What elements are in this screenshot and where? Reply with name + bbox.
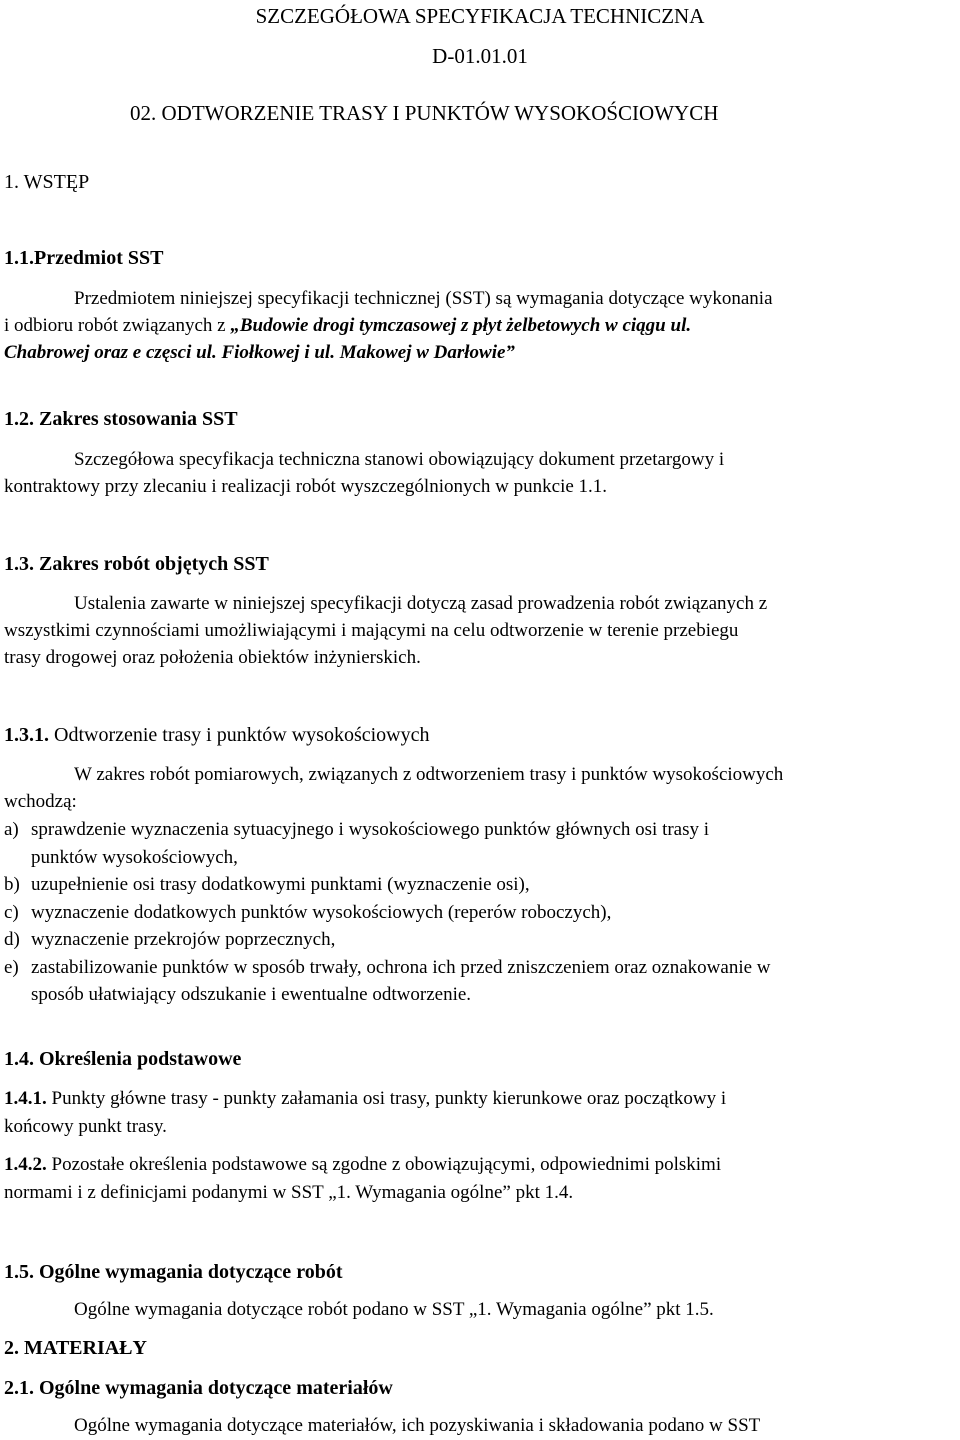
- section-1-4-1-line1: [4, 1089, 726, 1108]
- list-item-a-line2: punktów wysokościowych,: [31, 847, 238, 868]
- list-item-c-letter: c): [4, 902, 19, 923]
- section-1-4-2-number: 1.4.2.: [4, 1154, 47, 1175]
- list-item-e-letter: e): [4, 957, 19, 978]
- section-1-1-title: Przedmiot SST: [34, 247, 164, 269]
- section-1-1-line1: Przedmiotem niniejszej specyfikacji technicznej (SST) są wymagania dotyczące wykonania: [74, 288, 773, 309]
- doc-subtitle: 02. ODTWORZENIE TRASY I PUNKTÓW WYSOKOŚCIOWYCH: [130, 101, 719, 125]
- section-1-1-number: 1.1.: [4, 247, 34, 269]
- section-1-4-1-line2: końcowy punkt trasy.: [4, 1116, 167, 1137]
- section-1-3-line1: Ustalenia zawarte w niniejszej specyfikacji dotyczą zasad prowadzenia robót związanych z: [74, 593, 768, 614]
- section-1-3-line3: trasy drogowej oraz położenia obiektów inżynierskich.: [4, 647, 421, 668]
- section-1-2-heading: [4, 409, 238, 429]
- section-1-3-heading: [4, 554, 269, 574]
- section-1-3-1-heading: [4, 725, 430, 745]
- list-item-a-line1: sprawdzenie wyznaczenia sytuacyjnego i wysokościowego punktów głównych osi trasy i: [31, 819, 710, 840]
- list-item-b-letter: b): [4, 874, 20, 895]
- section-1-1-line2: [4, 316, 691, 335]
- section-1-2-line2: kontraktowy przy zlecaniu i realizacji robót wyszczególnionych w punkcie 1.1.: [4, 476, 608, 497]
- list-item-b-line1: uzupełnienie osi trasy dodatkowymi punktami (wyznaczenie osi),: [31, 874, 530, 895]
- section-2-1-number: 2.1.: [4, 1377, 34, 1399]
- section-1-4-heading: [4, 1049, 241, 1069]
- section-1-3-1-number: 1.3.1.: [4, 724, 49, 746]
- section-2-heading: 2. MATERIAŁY: [4, 1337, 147, 1359]
- section-1-4-2-line1: [4, 1155, 721, 1174]
- section-2-1-line1: Ogólne wymagania dotyczące materiałów, ich pozyskiwania i składowania podano w SST: [74, 1415, 761, 1436]
- section-1-4-2-text: Pozostałe określenia podstawowe są zgodne z obowiązującymi, odpowiednimi polskimi: [46, 1154, 722, 1175]
- list-item-c-line1: wyznaczenie dodatkowych punktów wysokościowych (reperów roboczych),: [31, 902, 612, 923]
- section-1-5-number: 1.5.: [4, 1261, 34, 1283]
- section-1-3-line2: wszystkimi czynnościami umożliwiającymi i mającymi na celu odtworzenie w terenie przebiegu: [4, 620, 739, 641]
- section-1-4-number: 1.4.: [4, 1048, 34, 1070]
- section-1-4-2-line2: normami i z definicjami podanymi w SST „1. Wymagania ogólne” pkt 1.4.: [4, 1182, 574, 1203]
- doc-title: SZCZEGÓŁOWA SPECYFIKACJA TECHNICZNA: [255, 4, 705, 28]
- section-1-2-number: 1.2.: [4, 408, 34, 430]
- section-1-2-title: Zakres stosowania SST: [34, 408, 238, 430]
- section-1-3-1-line1: W zakres robót pomiarowych, związanych z odtworzeniem trasy i punktów wysokościowych: [74, 764, 784, 785]
- section-1-4-1-number: 1.4.1.: [4, 1088, 47, 1109]
- section-1-5-title: Ogólne wymagania dotyczące robót: [34, 1261, 343, 1283]
- section-1-1-line2-plain: i odbioru robót związanych z: [4, 315, 231, 336]
- section-1-4-title: Określenia podstawowe: [34, 1048, 242, 1070]
- list-item-d-line1: wyznaczenie przekrojów poprzecznych,: [31, 929, 336, 950]
- section-2-1-title: Ogólne wymagania dotyczące materiałów: [34, 1377, 393, 1399]
- project-name-part2: Chabrowej oraz e częsci ul. Fiołkowej i ul. Makowej w Darłowie”: [4, 342, 515, 363]
- section-1-3-1-title: Odtworzenie trasy i punktów wysokościowych: [49, 724, 430, 746]
- section-1-3-title: Zakres robót objętych SST: [34, 553, 269, 575]
- section-1-2-line1: Szczegółowa specyfikacja techniczna stanowi obowiązujący dokument przetargowy i: [74, 449, 725, 470]
- section-1-heading: 1. WSTĘP: [4, 171, 90, 193]
- project-name-part1: „Budowie drogi tymczasowej z płyt żelbetowych w ciągu ul.: [230, 315, 692, 336]
- section-1-3-1-line2: wchodzą:: [4, 791, 77, 812]
- section-1-5-line1: Ogólne wymagania dotyczące robót podano w SST „1. Wymagania ogólne” pkt 1.5.: [74, 1299, 714, 1320]
- section-2-1-heading: [4, 1378, 393, 1398]
- section-1-5-heading: [4, 1262, 343, 1282]
- section-1-1-heading: [4, 248, 163, 268]
- list-item-e-line2: sposób ułatwiający odszukanie i ewentualne odtworzenie.: [31, 984, 472, 1005]
- list-item-e-line1: zastabilizowanie punktów w sposób trwały, ochrona ich przed zniszczeniem oraz oznakowanie w: [31, 957, 771, 978]
- section-1-4-1-text: Punkty główne trasy - punkty załamania osi trasy, punkty kierunkowe oraz początkowy i: [46, 1088, 727, 1109]
- list-item-d-letter: d): [4, 929, 20, 950]
- section-1-3-number: 1.3.: [4, 553, 34, 575]
- doc-code: D-01.01.01: [432, 44, 528, 68]
- list-item-a-letter: a): [4, 819, 19, 840]
